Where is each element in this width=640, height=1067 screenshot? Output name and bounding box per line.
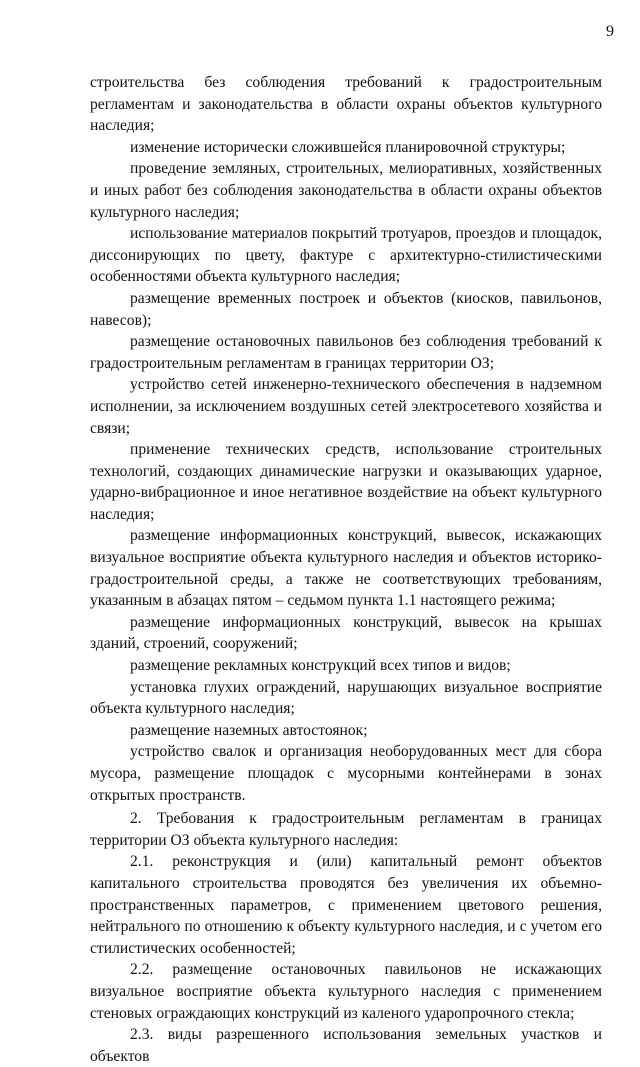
paragraph: 2.3. виды разрешенного использования земельных участков и объектов — [90, 1026, 602, 1065]
paragraph: проведение земляных, строительных, мелиоративных, хозяйственных и иных работ без соблюдения законодательства в области охраны объектов культурного наследия; — [90, 160, 602, 221]
paragraph: 2.1. реконструкция и (или) капитальный ремонт объектов капитального строительства проводятся без увеличения их объемно-пространственных параметров, с применением цветового решения, нейтрального по отношению к объекту культурного наследия, и с учетом его стилистических особенностей; — [90, 853, 602, 957]
paragraph: применение технических средств, использование строительных технологий, создающих динамические нагрузки и оказывающих ударное, ударно-вибрационное и иное негативное воздействие на объект культурного наследия; — [90, 441, 602, 523]
paragraph: размещение остановочных павильонов без соблюдения требований к градостроительным регламентам в границах территории ОЗ; — [90, 333, 602, 372]
section-heading: 2. Требования к градостроительным регламентам в границах территории ОЗ объекта культурного наследия: — [90, 810, 602, 849]
paragraph: установка глухих ограждений, нарушающих визуальное восприятие объекта культурного наследия; — [90, 678, 602, 718]
paragraph: устройство сетей инженерно-технического обеспечения в надземном исполнении, за исключением воздушных сетей электросетевого хозяйства и связи; — [90, 376, 602, 437]
paragraph: использование материалов покрытий тротуаров, проездов и площадок, диссонирующих по цвету, фактуре с архитектурно-стилистическими особенностями объекта культурного наследия; — [90, 225, 602, 286]
paragraph: размещение временных построек и объектов (киосков, павильонов, навесов); — [90, 289, 602, 329]
paragraph: размещение информационных конструкций, вывесок на крышах зданий, строений, сооружений; — [90, 613, 602, 653]
paragraph: устройство свалок и организация необорудованных мест для сбора мусора, размещение площадок с мусорными контейнерами в зонах открытых пространств. — [90, 743, 602, 804]
paragraph: изменение исторически сложившейся планировочной структуры; — [130, 138, 566, 156]
paragraph: 2.2. размещение остановочных павильонов не искажающих визуальное восприятие объекта культурного наследия с применением стеновых ограждающих конструкций из каленого ударопрочного стекла; — [90, 961, 602, 1022]
paragraph: размещение рекламных конструкций всех типов и видов; — [130, 657, 511, 675]
paragraph: размещение наземных автостоянок; — [130, 721, 368, 739]
page-number: 9 — [606, 23, 614, 40]
paragraph: размещение информационных конструкций, вывесок, искажающих визуальное восприятие объекта культурного наследия и объектов историко-градостроительной среды, а также не соответствующих требованиям, указанным в абзацах пятом – седьмом пункта 1.1 настоящего режима; — [90, 527, 602, 610]
document-body — [90, 72, 602, 1067]
paragraph: строительства без соблюдения требований к градостроительным регламентам и законодательства в области охраны объектов культурного наследия; — [90, 74, 602, 135]
